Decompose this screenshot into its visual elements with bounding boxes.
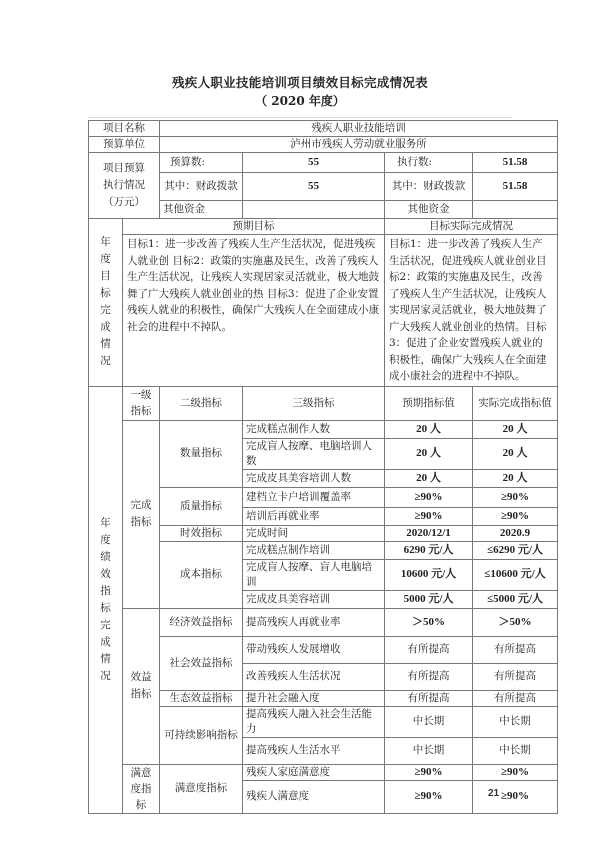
table-row	[89, 525, 558, 541]
actual-value: ≤6290 元/人	[473, 541, 558, 559]
performance-table	[88, 120, 558, 814]
actual-value: ≥90%	[473, 781, 558, 813]
other-funds-label-left: 其他资金	[160, 201, 243, 219]
table-row	[89, 541, 558, 559]
page-number: 21	[488, 788, 500, 799]
subgroup-cost: 成本指标	[160, 541, 243, 608]
indicator: 完成皮具美容培训人数	[243, 469, 385, 487]
subgroup-social: 社会效益指标	[160, 636, 243, 690]
project-name-label: 项目名称	[89, 121, 160, 137]
indicator: 培训后再就业率	[243, 507, 385, 525]
table-row	[89, 690, 558, 706]
row-perf-header	[89, 386, 558, 420]
row-goals-header	[89, 219, 558, 235]
group-benefit: 效益指标	[123, 608, 160, 764]
expected-value: 20 人	[385, 420, 473, 438]
table-row	[89, 706, 558, 737]
expected-value: 中长期	[385, 706, 473, 737]
expected-header: 预期指标值	[385, 386, 473, 420]
expected-value: 中长期	[385, 737, 473, 764]
actual-value: 有所提高	[473, 690, 558, 706]
indicator: 带动残疾人发展增收	[243, 636, 385, 663]
expected-value: 10600 元/人	[385, 559, 473, 590]
expected-value: ＞50%	[385, 608, 473, 636]
indicator: 改善残疾人生活状况	[243, 663, 385, 690]
subgroup-satisfaction: 满意度指标	[160, 764, 243, 813]
fiscal-label-right: 其中：财政拨款	[385, 173, 473, 201]
group-completion: 完成指标	[123, 420, 160, 608]
actual-goals-text: 目标1：进一步改善了残疾人生产生活状况，促进残疾人就业创业目标2：政策的实施惠及民生，改善了残疾人生产生活状况，让残疾人实现居家灵活就业，极大地鼓舞了广大残疾人就业创业的热情。目标3：促进了企业安置残疾人就业的积极性，确保广大残疾人在全面建成小康社会的进程中不掉队。	[385, 235, 558, 387]
table-row	[89, 420, 558, 438]
project-name-value: 残疾人职业技能培训	[160, 121, 558, 137]
subgroup-economic: 经济效益指标	[160, 608, 243, 636]
table-row	[89, 608, 558, 636]
expected-value: 5000 元/人	[385, 590, 473, 608]
level1-header: 一级指标	[123, 386, 160, 420]
level3-header: 三级指标	[243, 386, 385, 420]
budget-unit-value: 泸州市残疾人劳动就业服务所	[160, 137, 558, 153]
subgroup-ecological: 生态效益指标	[160, 690, 243, 706]
table-row	[89, 487, 558, 507]
subgroup-sustainable: 可持续影响指标	[160, 706, 243, 764]
subgroup-timeliness: 时效指标	[160, 525, 243, 541]
row-fiscal	[89, 173, 558, 201]
row-project-name	[89, 121, 558, 137]
row-budget-unit	[89, 137, 558, 153]
subgroup-quantity: 数量指标	[160, 420, 243, 487]
document-title: 残疾人职业技能培训项目绩效目标完成情况表	[171, 75, 428, 90]
budget-amount-label: 预算数:	[160, 153, 243, 173]
expected-value: ≥90%	[385, 487, 473, 507]
indicator: 残疾人满意度	[243, 781, 385, 813]
other-funds-value-right	[473, 201, 558, 219]
expected-value: 20 人	[385, 438, 473, 469]
actual-value: ＞50%	[473, 608, 558, 636]
actual-value: ≤5000 元/人	[473, 590, 558, 608]
expected-value: 有所提高	[385, 663, 473, 690]
row-budget-amount	[89, 153, 558, 173]
indicator: 完成盲人按摩、电脑培训人数	[243, 438, 385, 469]
actual-value: 20 人	[473, 420, 558, 438]
level2-header: 二级指标	[160, 386, 243, 420]
actual-value: ≥90%	[473, 487, 558, 507]
row-goals-text	[89, 235, 558, 387]
other-funds-label-right: 其他资金	[385, 201, 473, 219]
indicator: 提高残疾人再就业率	[243, 608, 385, 636]
indicator: 残疾人家庭满意度	[243, 764, 385, 781]
actual-goals-header: 目标实际完成情况	[385, 219, 558, 235]
expected-value: ≥90%	[385, 781, 473, 813]
indicator: 提高残疾人生活水平	[243, 737, 385, 764]
row-other-funds	[89, 201, 558, 219]
indicator: 完成皮具美容培训	[243, 590, 385, 608]
expected-value: ≥90%	[385, 507, 473, 525]
divider	[88, 117, 512, 118]
fiscal-value-left: 55	[243, 173, 385, 201]
annual-goals-label: 年度目标完成情况	[89, 219, 123, 387]
indicator: 完成糕点制作培训	[243, 541, 385, 559]
table-row	[89, 636, 558, 663]
expected-value: ≥90%	[385, 764, 473, 781]
table-row	[89, 764, 558, 781]
expected-goals-header: 预期目标	[123, 219, 385, 235]
fiscal-label-left: 其中：财政拨款	[160, 173, 243, 201]
expected-goals-text: 目标1：进一步改善了残疾人生产生活状况，促进残疾人就业创 目标2：政策的实施惠及民生，改善了残疾人生产生活状况，让残疾人实现居家灵活就业，极大地鼓舞了广大残疾人就业创业的热 目标3：促进了企业安置残疾人就业的积极性，确保广大残疾人在全面建成小康社会的进程中不掉队。	[123, 235, 385, 387]
exec-amount-label: 执行数:	[385, 153, 473, 173]
budget-exec-label: 项目预算执行情况（万元）	[89, 153, 160, 219]
expected-value: 20 人	[385, 469, 473, 487]
expected-value: 有所提高	[385, 636, 473, 663]
actual-value: 中长期	[473, 737, 558, 764]
actual-value: ≤10600 元/人	[473, 559, 558, 590]
fiscal-value-right: 51.58	[473, 173, 558, 201]
actual-value: 2020.9	[473, 525, 558, 541]
indicator: 完成时间	[243, 525, 385, 541]
exec-amount-value: 51.58	[473, 153, 558, 173]
actual-value: 有所提高	[473, 663, 558, 690]
group-satisfaction: 满意度指标	[123, 764, 160, 813]
budget-amount-value: 55	[243, 153, 385, 173]
actual-value: 20 人	[473, 438, 558, 469]
expected-value: 6290 元/人	[385, 541, 473, 559]
indicator: 完成糕点制作人数	[243, 420, 385, 438]
actual-header: 实际完成指标值	[473, 386, 558, 420]
actual-value: 中长期	[473, 706, 558, 737]
expected-value: 2020/12/1	[385, 525, 473, 541]
indicator: 提升社会融入度	[243, 690, 385, 706]
actual-value: 有所提高	[473, 636, 558, 663]
actual-value: ≥90%	[473, 764, 558, 781]
indicator: 建档立卡户培训覆盖率	[243, 487, 385, 507]
performance-section-label: 年度绩效指标完成情况	[89, 386, 123, 813]
indicator: 提高残疾人融入社会生活能力	[243, 706, 385, 737]
subgroup-quality: 质量指标	[160, 487, 243, 525]
budget-unit-label: 预算单位	[89, 137, 160, 153]
expected-value: 有所提高	[385, 690, 473, 706]
other-funds-value-left	[243, 201, 385, 219]
indicator: 完成盲人按摩、盲人电脑培训	[243, 559, 385, 590]
actual-value: ≥90%	[473, 507, 558, 525]
actual-value: 20 人	[473, 469, 558, 487]
document-subtitle: （ 2020 年度）	[255, 94, 345, 108]
